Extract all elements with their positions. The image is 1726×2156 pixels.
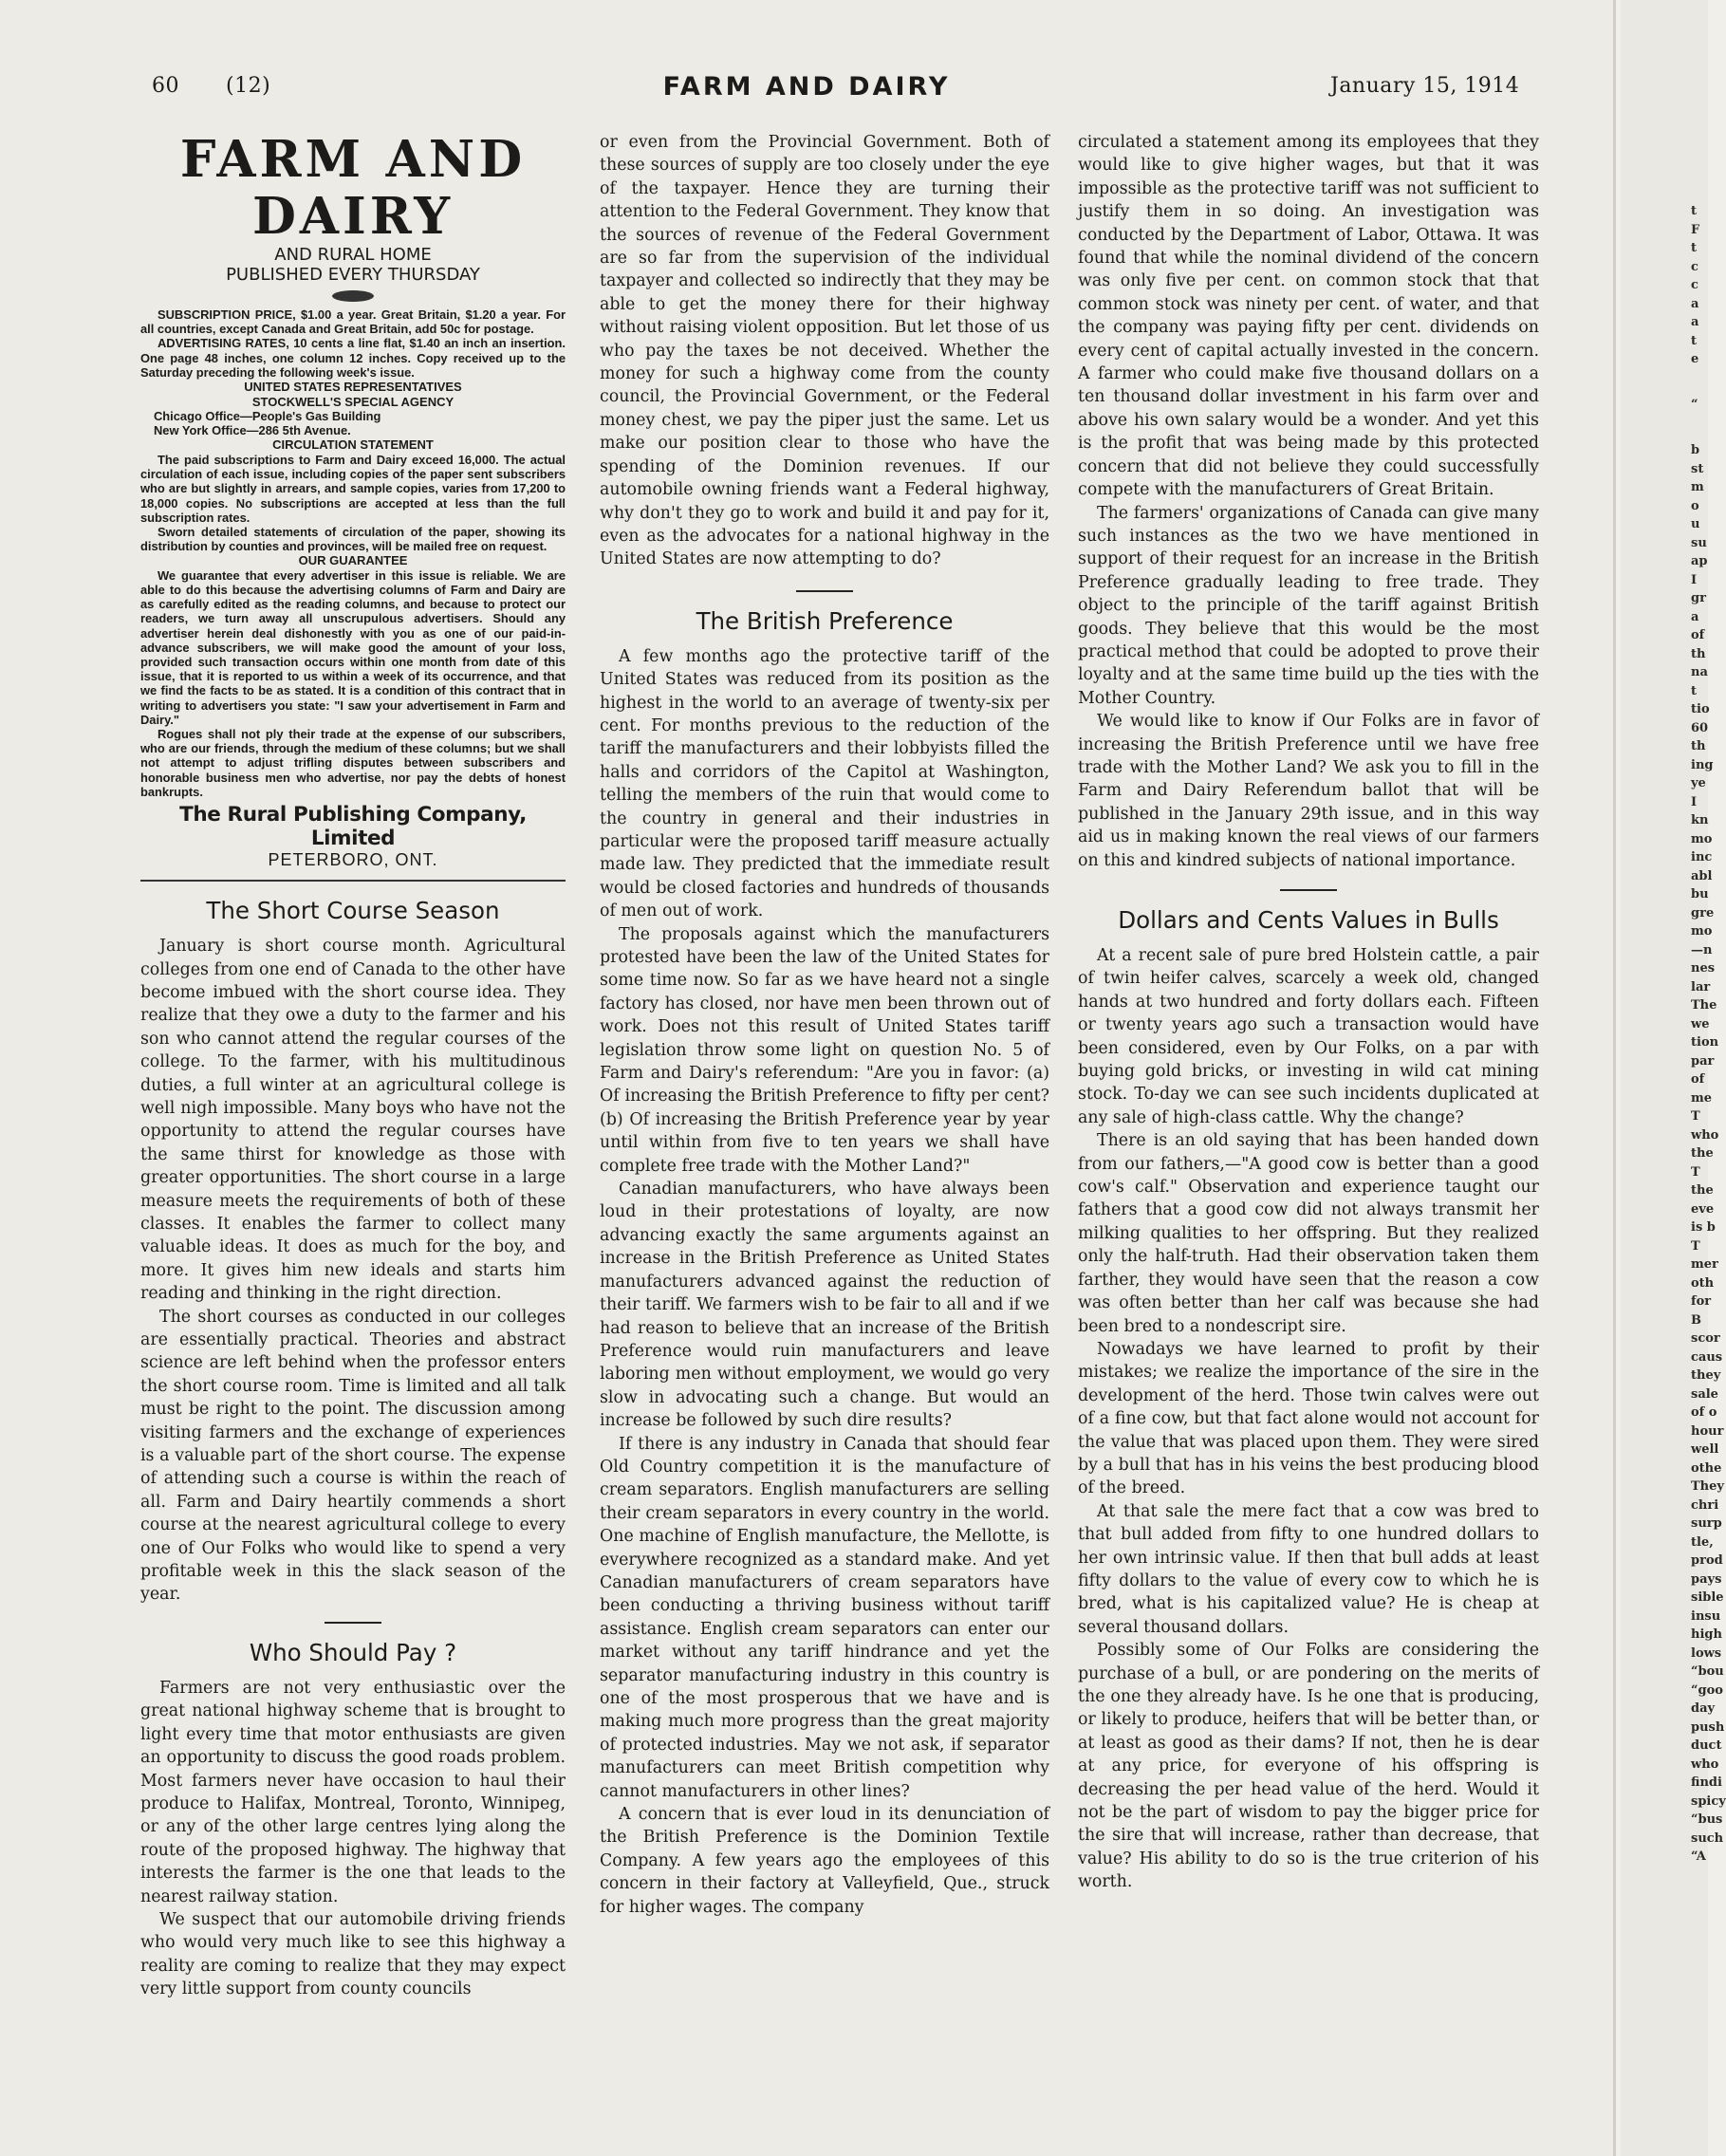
newyork-office: New York Office—286 5th Avenue.	[154, 423, 351, 438]
article-paragraph-text: or even from the Provincial Government. Both of these sources of supply are too closely under the eye of the taxpayer. Hence they are turning their attention to the Federal Government. They know that the sources of revenue of the Federal Government are so far from the supervision of the individual taxpayer and collected so indirectly that they may be able to get the money there for their highway without raising violent opposition. But let those of us who pay the taxes be not deceived. Whether the money for such a highway come from the county council, the Provincial Government, or the Federal money chest, we pay the piper just the same. Let us make our position clear to those who have the spending of the Dominion revenues. If our automobile owning friends want a Federal highway, why don't they go to work and build it and pay for it, even as the advocates for a national highway in the United States are now attempting to do?	[600, 133, 1049, 569]
edge-text-fragment: a	[1691, 296, 1699, 311]
edge-text-fragment: hour	[1691, 1423, 1724, 1439]
edge-text-fragment: They	[1691, 1479, 1724, 1494]
article-paragraph-text: We suspect that our automobile driving friends who would very much like to see this highway a reality are coming to realize that they may expect very little support from county councils	[140, 1909, 566, 1999]
edge-text-fragment: su	[1691, 535, 1707, 550]
article-paragraph-start	[140, 1908, 566, 2001]
edge-text-fragment: high	[1691, 1627, 1722, 1642]
edge-text-fragment: findi	[1691, 1775, 1722, 1790]
edge-text-fragment: of	[1691, 628, 1705, 642]
edge-text-fragment: The	[1691, 998, 1717, 1013]
article-title-who-should-pay: Who Should Pay ?	[249, 1638, 457, 1666]
page-number: 60	[152, 74, 179, 98]
article-paragraph: At that sale the mere fact that a cow was bred to that bull added from fifty to one hundred dollars to her own intrinsic value. If then that bull adds at least fifty dollars to the value of every cow to which he is bred, what is his capitalized value? He is cheap at several thousand dollars.	[1078, 1501, 1539, 1637]
guarantee-text: We guarantee that every advertiser in this issue is reliable. We are able to do this because the advertising columns of Farm and Dairy are as carefully edited as the reading columns, and because to protect our readers, we turn away all unscrupulous advertisers. Should any advertiser herein deal dishonestly with you as one of our paid-in-advance subscribers, we will make good the amount of your loss, provided such transaction occurs within one month from date of this issue, that it is reported to us within a week of its occurrence, and that we find the facts to be as stated. It is a condition of this contract that in writing to advertisers you state: "I saw your advertisement in Farm and Dairy."	[140, 567, 566, 727]
edge-text-fragment: ap	[1691, 554, 1708, 568]
edge-text-fragment: T	[1691, 1164, 1700, 1180]
edge-text-fragment: inc	[1691, 850, 1713, 864]
edge-text-fragment: th	[1691, 646, 1706, 661]
article-title-dollars-and-cents: Dollars and Cents Values in Bulls	[1118, 906, 1499, 934]
edge-text-fragment: the	[1691, 1183, 1714, 1198]
edge-text-fragment: “	[1691, 398, 1698, 412]
edge-text-fragment: sible	[1691, 1590, 1724, 1605]
article-paragraph: There is an old saying that has been handed down from our fathers,—"A good cow is better than a good cow's calf." Observation and experience taught our fathers that a good cow did not always transmit her milking qualities to her offspring. But they realized only the half-truth. Had their observation taken them farther, they would have seen that the reason a cow was often better than her calf was because she had been bred to a nondescript sire.	[1078, 1131, 1539, 1336]
edge-text-fragment: mo	[1691, 831, 1713, 846]
article-paragraph-continued	[1078, 131, 1539, 502]
edge-text-fragment: B	[1691, 1312, 1701, 1328]
circulation-sworn: Sworn detailed statements of circulation of the paper, showing its distribution by counties and provinces, will be mailed free on request.	[140, 524, 566, 554]
article-paragraph: Nowadays we have learned to profit by their mistakes; we realize the importance of the sire in the development of the herd. Those twin calves were out of a fine cow, but that fact alone would not account for the value that was placed upon them. They were sired by a bull that has in his veins the best producing blood of the breed.	[1078, 1339, 1539, 1498]
edge-text-fragment: u	[1691, 517, 1700, 531]
edge-text-fragment: tion	[1691, 1035, 1719, 1050]
issue-number: (12)	[226, 74, 271, 98]
edge-text-fragment: ye	[1691, 776, 1706, 790]
edge-text-fragment: T	[1691, 1109, 1700, 1124]
edge-text-fragment: chri	[1691, 1497, 1719, 1513]
edge-text-fragment: othe	[1691, 1460, 1722, 1476]
edge-text-fragment: who	[1691, 1127, 1719, 1143]
edge-text-fragment: caus	[1691, 1349, 1723, 1365]
edge-text-fragment: scor	[1691, 1331, 1720, 1346]
edge-text-fragment: sale	[1691, 1386, 1718, 1402]
edge-text-fragment: I	[1691, 794, 1698, 809]
edge-text-fragment: the	[1691, 1146, 1714, 1161]
edge-text-fragment: “bus	[1691, 1812, 1723, 1827]
edge-text-fragment: for	[1691, 1294, 1712, 1309]
edge-text-fragment: m	[1691, 480, 1704, 494]
edge-text-fragment: t	[1691, 241, 1698, 255]
edge-text-fragment: “A	[1691, 1849, 1706, 1864]
edge-text-fragment: gr	[1691, 591, 1706, 605]
edge-text-fragment: o	[1691, 498, 1699, 513]
circulation-heading: CIRCULATION STATEMENT	[272, 437, 434, 453]
edge-text-fragment: oth	[1691, 1275, 1715, 1291]
article-paragraph: The proposals against which the manufacturers protested have been the law of the United States for some time now. So far as we have heard not a single factory has closed, nor have men been thrown out of work. Does not this result of United States tariff legislation throw some light on question No. 5 of Farm and Dairy's referendum: "Are you in favor: (a) Of increasing the British Preference to fifty per cent? (b) Of increasing the British Preference year by year until within from five to ten years we shall have complete free trade with the Mother Land?"	[600, 924, 1049, 1176]
article-paragraph-continued	[600, 131, 1049, 571]
edge-text-fragment: day	[1691, 1701, 1716, 1716]
article-paragraph: Farmers are not very enthusiastic over the great national highway scheme that is brought to light every time that motor enthusiasts are given an opportunity to discuss the good roads problem. Most farmers never have occasion to haul their produce to Halifax, Montreal, Toronto, Winnipeg, or any of the other large centres lying along the route of the proposed highway. The highway that interests the farmer is the one that leads to the nearest railway station.	[140, 1678, 566, 1906]
edge-text-fragment: “bou	[1691, 1664, 1724, 1679]
edge-text-fragment: eve	[1691, 1201, 1715, 1217]
edge-text-fragment: lar	[1691, 979, 1711, 994]
guarantee-heading: OUR GUARANTEE	[298, 553, 408, 568]
edge-text-fragment: tle,	[1691, 1534, 1714, 1550]
edge-text-fragment: nes	[1691, 961, 1716, 976]
edge-text-fragment: such	[1691, 1831, 1724, 1846]
edge-text-fragment: ing	[1691, 757, 1714, 772]
edge-text-fragment: —n	[1691, 942, 1713, 957]
article-paragraph: If there is any industry in Canada that should fear Old Country competition it is the manufacture of cream separators. English manufacturers are selling their cream separators in every country in the world. One machine of English manufacture, the Mellotte, is everywhere recognized as a standard make. And yet Canadian manufacturers of cream separators have been conducting a thriving business without tariff assistance. English cream separators can enter our market without any tariff hindrance and yet the separator manufacturing industry in this country is one of the most prosperous that we have and is making much more progress than the great majority of protected industries. May we not ask, if separator manufacturers can meet British competition why cannot manufacturers in other lines?	[600, 1434, 1049, 1801]
edge-text-fragment: lows	[1691, 1645, 1722, 1661]
article-title-british-preference: The British Preference	[696, 606, 954, 635]
masthead-title: FARM AND DAIRY	[179, 130, 527, 246]
article-paragraph: Canadian manufacturers, who have always been loud in their protestations of loyalty, are now advancing exactly the same arguments against an increase in the British Preference as United States manufacturers advanced against the reduction of their tariff. We farmers wish to be fair to all and if we had reason to believe that an increase of the British Preference would ruin manufacturers and leave laboring men without employment, we would go very slow in advocating such a change. But would an increase be followed by such dire results?	[600, 1180, 1049, 1431]
edge-text-fragment: of	[1691, 1072, 1705, 1087]
edge-text-fragment: I	[1691, 572, 1698, 587]
edge-text-fragment: par	[1691, 1053, 1715, 1069]
article-paragraph: The farmers' organizations of Canada can give many such instances as the two we have mentioned in support of their request for an increase in the British Preference gradually leading to free trade. They object to the principle of the tariff against British goods. They believe that this would be the most practical method that could be adopted to prove their loyalty and at the same time build up the ties with the Mother Country.	[1078, 503, 1539, 708]
edge-text-fragment: mer	[1691, 1257, 1718, 1272]
section-divider	[796, 590, 853, 592]
masthead	[140, 131, 566, 882]
us-agency: STOCKWELL'S SPECIAL AGENCY	[251, 394, 455, 409]
edge-text-fragment: of o	[1691, 1405, 1717, 1420]
edge-text-fragment: st	[1691, 461, 1704, 476]
masthead-subtitle: AND RURAL HOME	[274, 245, 432, 265]
advertising-rates: ADVERTISING RATES, 10 cents a line flat, $1.40 an inch an insertion. One page 48 inches, one column 12 inches. Copy received up to the Saturday preceding the following week's issue.	[140, 336, 566, 380]
edge-text-fragment: c	[1691, 278, 1698, 292]
chicago-office: Chicago Office—People's Gas Building	[154, 409, 381, 424]
column-1	[140, 131, 566, 2001]
edge-text-fragment: push	[1691, 1719, 1725, 1735]
article-paragraph: A few months ago the protective tariff of the United States was reduced from its position as the highest in the world to an average of twenty-six per cent. For months previous to the reduction of the tariff the manufacturers and their lobbyists filled the halls and corridors of the Capitol at Washington, telling the members of the ruin that would come to the country in general and their industries in particular were the proposed tariff measure actually made law. They predicted that the immediate result would be closed factories and hundreds of thousands of men out of work.	[600, 646, 1049, 921]
edge-text-fragment: me	[1691, 1090, 1713, 1106]
edge-text-fragment: tio	[1691, 702, 1710, 716]
edge-text-fragment: b	[1691, 443, 1700, 457]
subscription-price: SUBSCRIPTION PRICE, $1.00 a year. Great Britain, $1.20 a year. For all countries, except Canada and Great Britain, add 50c for postage.	[140, 307, 566, 337]
edge-text-fragment: prod	[1691, 1553, 1723, 1568]
running-title: FARM AND DAIRY	[662, 72, 951, 102]
rogues-text: Rogues shall not ply their trade at the expense of our subscribers, who are our friends, through the medium of these columns; but we shall not attempt to adjust trifling disputes between subscribers and honorable business men who advertise, nor pay the debts of honest bankrupts.	[140, 727, 566, 799]
edge-text-fragment: abl	[1691, 868, 1713, 883]
adjacent-page-edge	[1621, 0, 1726, 2156]
edge-text-fragment: we	[1691, 1016, 1710, 1032]
masthead-frequency: PUBLISHED EVERY THURSDAY	[226, 265, 480, 285]
article-title-short-course: The Short Course Season	[206, 897, 500, 925]
edge-text-fragment: surp	[1691, 1516, 1722, 1531]
article-paragraph-text: circulated a statement among its employees that they would like to give higher wages, but that it was impossible as the protective tariff was not sufficient to justify them in so doing. An investigation was conducted by the Department of Labor, Ottawa. It was found that while the nominal dividend of the concern was only five per cent. on common stock that that common stock was ninety per cent. of water, and that the company was paying fifty per cent. dividends on every cent of capital actually invested in the concern. A farmer who could make five thousand dollars on a ten thousand dollar investment in his farm over and above his own salary would be a wonder. And yet this is the profit that was being made by this protected concern that did not believe they could successfully compete with the manufacturers of Great Britain.	[1078, 133, 1539, 500]
edge-text-fragment: c	[1691, 259, 1698, 274]
column-2	[600, 131, 1049, 1919]
edge-text-fragment: spicy	[1691, 1794, 1726, 1809]
article-paragraph: Possibly some of Our Folks are considering the purchase of a bull, or are pondering on the merits of the one they already have. Is he one that is producing, or likely to produce, heifers that will be better than, or at least as good as their dams? If not, then he is dear at any price, for everyone of his offspring is decreasing the per head value of the herd. Would it not be the part of wisdom to pay the bigger price for the sire that will increase, rather than decrease, that value? His ability to do so is the true criterion of his worth.	[1078, 1641, 1539, 1892]
edge-text-fragment: th	[1691, 739, 1706, 753]
edge-text-fragment: a	[1691, 315, 1699, 329]
article-paragraph: The short courses as conducted in our colleges are essentially practical. Theories and abstract science are left behind when the professor enters the short course room. Time is limited and all talk must be right to the point. The discussion among visiting farmers and the exchange of experiences is a valuable part of the short course. The expense of attending such a course is within the reach of all. Farm and Dairy heartily commends a short course at the nearest agricultural college to every one of Our Folks who would like to spend a very profitable week in this the slack season of the year.	[140, 1307, 566, 1605]
section-divider	[325, 1622, 381, 1624]
edge-text-fragment: pays	[1691, 1571, 1722, 1587]
circulation-text: The paid subscriptions to Farm and Dairy exceed 16,000. The actual circulation of each issue, including copies of the paper sent subscribers who are but slightly in arrears, and sample copies, varies from 17,200 to 18,000 copies. No subscriptions are accepted at less than the full subscription rates.	[140, 452, 566, 525]
edge-text-fragment: they	[1691, 1368, 1721, 1383]
article-paragraph-text: A concern that is ever loud in its denunciation of the British Preference is the Dominion Textile Company. A few years ago the employees of this concern in their factory at Valleyfield, Que., struck for higher wages. The company	[600, 1805, 1049, 1917]
edge-text-fragment: bu	[1691, 887, 1709, 901]
ornament-icon	[332, 290, 374, 302]
publisher-name: The Rural Publishing Company, Limited	[179, 803, 527, 851]
edge-text-fragment: gre	[1691, 905, 1715, 920]
masthead-divider	[140, 880, 566, 882]
article-paragraph: At a recent sale of pure bred Holstein cattle, a pair of twin heifer calves, scarcely a week old, changed hands at two hundred and forty dollars each. Fifteen or twenty years ago such a transaction would have been considered, even by Our Folks, on a par with buying gold bricks, or investing in wild cat mining stock. To-day we can see such incidents duplicated at any sale of high-class cattle. Why the change?	[1078, 946, 1539, 1127]
edge-text-fragment: duct	[1691, 1738, 1722, 1753]
issue-date: January 15, 1914	[1330, 74, 1520, 98]
article-paragraph: January is short course month. Agricultural colleges from one end of Canada to the other have become imbued with the short course idea. They realize that they owe a duty to the farmer and his son who cannot attend the regular courses of the college. To the farmer, with his multitudinous duties, a full winter at an agricultural college is well nigh impossible. Many boys who have not the opportunity to attend the regular courses have the same thirst for knowledge as those with greater opportunities. The short course in a large measure meets the requirements of both of these classes. It enables the farmer to collect many valuable ideas. It does as much for the boy, and more. It gives him new ideals and starts him reading and thinking in the right direction.	[140, 937, 566, 1304]
edge-text-fragment: a	[1691, 609, 1699, 624]
edge-text-fragment: insu	[1691, 1608, 1721, 1624]
edge-text-fragment: T	[1691, 1238, 1700, 1254]
edge-text-fragment: kn	[1691, 813, 1709, 827]
edge-text-fragment: t	[1691, 333, 1698, 348]
edge-text-fragment: who	[1691, 1756, 1719, 1772]
edge-text-fragment: 60	[1691, 720, 1709, 735]
edge-text-fragment: na	[1691, 665, 1708, 679]
us-representatives-heading: UNITED STATES REPRESENTATIVES	[244, 380, 462, 395]
column-3	[1078, 131, 1539, 1894]
publisher-city: PETERBORO, ONT.	[268, 850, 438, 870]
article-paragraph: We would like to know if Our Folks are in favor of increasing the British Preference until we have free trade with the Mother Land? We ask you to fill in the Farm and Dairy Referendum ballot that will be published in the January 29th issue, and in this way aid us in making known the real views of our farmers on this and kindred subjects of national importance.	[1078, 712, 1539, 870]
edge-text-fragment: t	[1691, 683, 1698, 698]
edge-text-fragment: is b	[1691, 1220, 1716, 1235]
section-divider	[1280, 889, 1337, 891]
article-paragraph-start	[600, 1803, 1049, 1919]
edge-text-fragment: e	[1691, 352, 1699, 366]
edge-text-fragment: well	[1691, 1442, 1719, 1457]
edge-text-fragment: F	[1691, 222, 1700, 237]
edge-text-fragment: t	[1691, 204, 1698, 218]
edge-text-fragment: “goo	[1691, 1682, 1723, 1698]
edge-text-fragment: mo	[1691, 924, 1713, 939]
